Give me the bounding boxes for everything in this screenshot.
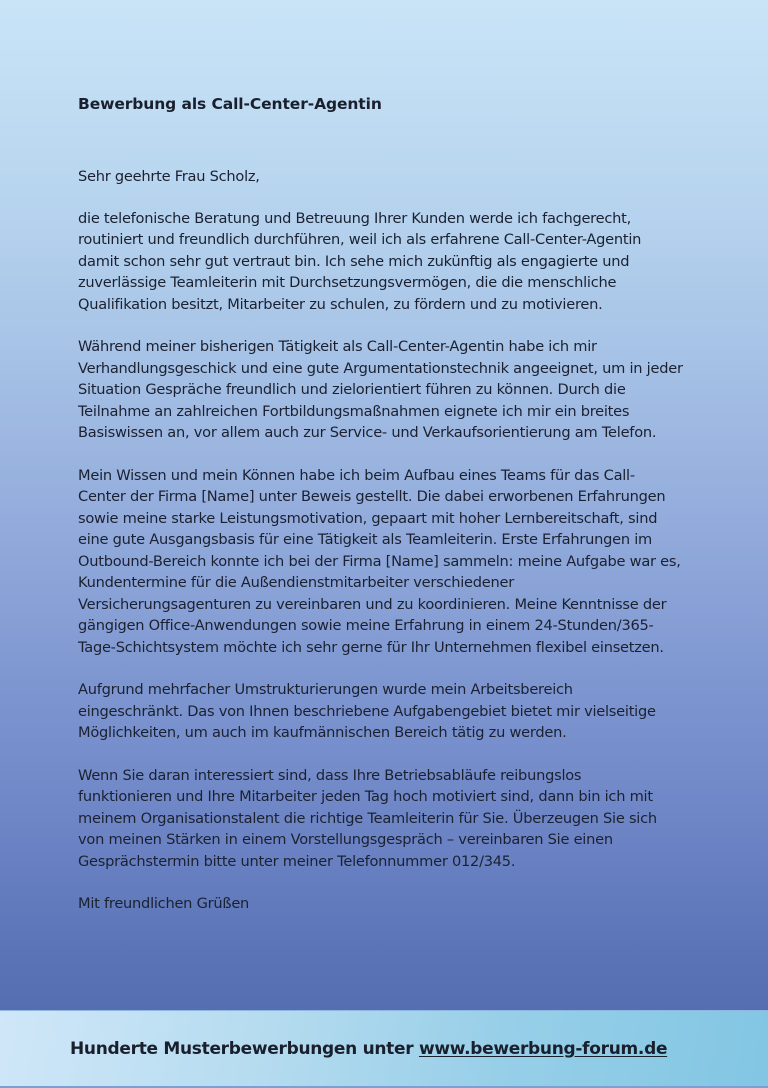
text-line: Teilnahme an zahlreichen Fortbildungsmaßnahmen eignete ich mir ein breites xyxy=(78,402,630,420)
text-line: Versicherungsagenturen zu vereinbaren und zu koordinieren. Meine Kenntnisse der xyxy=(78,595,667,613)
paragraph-4 xyxy=(78,679,698,744)
text-line: von meinen Stärken in einem Vorstellungsgespräch – vereinbaren Sie einen xyxy=(78,831,613,848)
text-line: eine gute Ausgangsbasis für eine Tätigkeit als Teamleiterin. Erste Erfahrungen im xyxy=(78,531,653,548)
text-line: Kundentermine für die Außendienstmitarbeiter verschiedener xyxy=(78,574,514,591)
text-line: sowie meine starke Leistungsmotivation, gepaart mit hoher Lernbereitschaft, sind xyxy=(78,509,658,527)
letter-title: Bewerbung als Call-Center-Agentin xyxy=(78,95,382,113)
text-line: Mein Wissen und mein Können habe ich beim Aufbau eines Teams für das Call- xyxy=(78,466,635,484)
paragraph-3 xyxy=(78,465,698,659)
closing: Mit freundlichen Grüßen xyxy=(78,895,250,912)
text-line: die telefonische Beratung und Betreuung Ihrer Kunden werde ich fachgerecht, xyxy=(78,209,631,227)
text-line: zuverlässige Teamleiterin mit Durchsetzungsvermögen, die die menschliche xyxy=(78,274,617,291)
footer-banner xyxy=(0,1010,768,1088)
letter-content xyxy=(78,94,698,915)
footer-website-link[interactable]: www.bewerbung-forum.de xyxy=(418,1039,668,1059)
footer-text xyxy=(70,1038,667,1060)
paragraph-1 xyxy=(78,208,698,316)
text-line: Wenn Sie daran interessiert sind, dass Ihre Betriebsabläufe reibungslos xyxy=(78,766,582,784)
text-line: Outbound-Bereich konnte ich bei der Firma [Name] sammeln: meine Aufgabe war es, xyxy=(78,552,681,570)
text-line: routiniert und freundlich durchführen, weil ich als erfahrene Call-Center-Agentin xyxy=(78,231,642,248)
text-line: Qualifikation besitzt, Mitarbeiter zu schulen, zu fördern und zu motivieren. xyxy=(78,295,603,313)
text-line: Gesprächstermin bitte unter meiner Telefonnummer 012/345. xyxy=(78,852,516,870)
text-line: damit schon sehr gut vertraut bin. Ich sehe mich zukünftig als engagierte und xyxy=(78,252,630,270)
paragraph-5 xyxy=(78,765,698,873)
text-line: Aufgrund mehrfacher Umstrukturierungen wurde mein Arbeitsbereich xyxy=(78,681,573,698)
text-line: Möglichkeiten, um auch im kaufmännischen Bereich tätig zu werden. xyxy=(78,724,567,741)
salutation: Sehr geehrte Frau Scholz, xyxy=(78,168,260,185)
text-line: funktionieren und Ihre Mitarbeiter jeden Tag hoch motiviert sind, dann bin ich mit xyxy=(78,788,653,805)
paragraph-2 xyxy=(78,336,698,444)
text-line: Verhandlungsgeschick und eine gute Argumentationstechnik angeeignet, um in jeder xyxy=(78,359,683,377)
text-line: meinem Organisationstalent die richtige Teamleiterin für Sie. Überzeugen Sie sich xyxy=(78,809,657,827)
text-line: Tage-Schichtsystem möchte ich sehr gerne für Ihr Unternehmen flexibel einsetzen. xyxy=(78,638,664,656)
footer-label: Hunderte Musterbewerbungen unter xyxy=(70,1039,419,1059)
text-line: eingeschränkt. Das von Ihnen beschriebene Aufgabengebiet bietet mir vielseitige xyxy=(78,702,656,720)
text-line: Center der Firma [Name] unter Beweis gestellt. Die dabei erworbenen Erfahrungen xyxy=(78,488,666,505)
text-line: Während meiner bisherigen Tätigkeit als Call-Center-Agentin habe ich mir xyxy=(78,338,597,355)
text-line: Basiswissen an, vor allem auch zur Service- und Verkaufsorientierung am Telefon. xyxy=(78,424,657,441)
text-line: Situation Gespräche freundlich und zielorientiert führen zu können. Durch die xyxy=(78,381,626,398)
text-line: gängigen Office-Anwendungen sowie meine Erfahrung in einem 24-Stunden/365- xyxy=(78,617,654,634)
